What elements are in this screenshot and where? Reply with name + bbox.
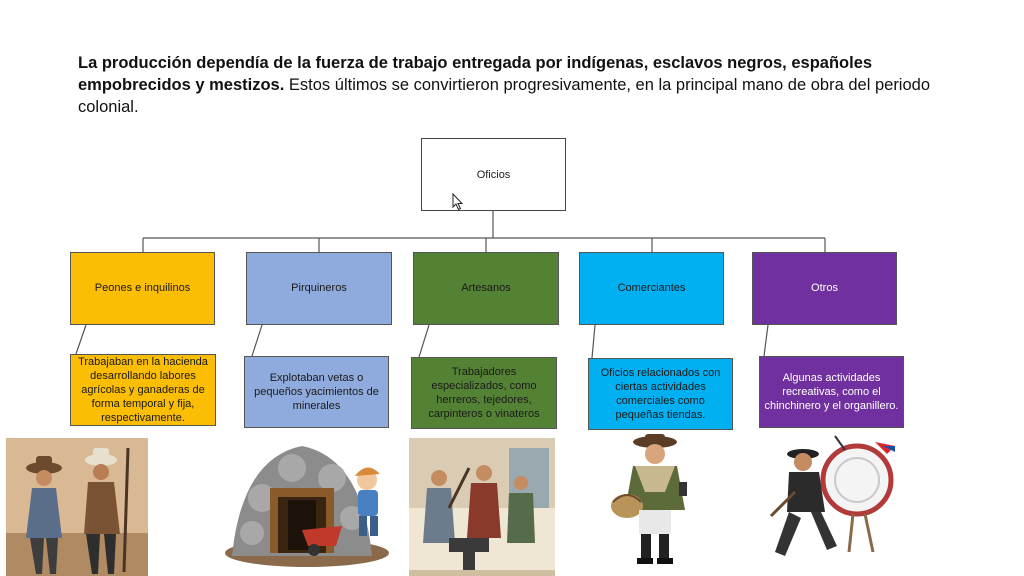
category-description-text-otros: Algunas actividades recreativas, como el chinchinero y el organillero. [764,372,899,412]
merchant-illustration [605,432,695,566]
category-description-comerciantes [588,358,733,430]
root-node [421,138,566,211]
desc-connector-5 [764,325,768,356]
category-label-otros: Otros [811,282,838,294]
desc-connector-2 [252,325,262,356]
category-box-artesanos [413,252,559,325]
category-box-comerciantes [579,252,724,325]
desc-connector-3 [419,325,429,357]
category-description-pirquineros [244,356,389,428]
category-description-text-artesanos: Trabajadores especializados, como herreros, tejedores, carpinteros o vinateros [428,366,540,420]
craftsmen-engraving [409,438,555,576]
miner-cartoon [222,438,392,568]
category-box-otros [752,252,897,325]
chinchinero-illustration [765,432,905,568]
category-label-peones: Peones e inquilinos [94,282,191,294]
category-description-artesanos [411,357,557,429]
category-description-text-comerciantes: Oficios relacionados con ciertas actividades comerciales como pequeñas tiendas. [600,367,721,421]
intro-normal-text: Estos últimos se convirtieron progresivamente, en la principal mano de obra del periodo colonial. [78,76,931,116]
category-label-comerciantes: Comerciantes [617,282,686,294]
root-label: Oficios [476,168,511,181]
desc-connector-4 [592,325,595,358]
category-description-peones [70,354,216,426]
mouse-cursor-icon [452,193,464,211]
desc-connector-1 [76,325,86,354]
peasants-illustration [6,438,148,576]
category-box-peones [70,252,215,325]
category-label-pirquineros: Pirquineros [291,282,347,294]
intro-bold-text: La producción dependía de la fuerza de trabajo entregada por indígenas, esclavos negros, españoles empobrecidos y mestizos. [78,54,873,94]
category-box-pirquineros [246,252,392,325]
category-description-otros [759,356,904,428]
category-description-text-peones: Trabajaban en la hacienda desarrollando labores agrícolas y ganaderas de forma temporal y fija, respectivamente. [78,356,208,424]
category-description-text-pirquineros: Explotaban vetas o pequeños yacimientos de minerales [254,372,379,412]
category-label-artesanos: Artesanos [461,282,511,294]
